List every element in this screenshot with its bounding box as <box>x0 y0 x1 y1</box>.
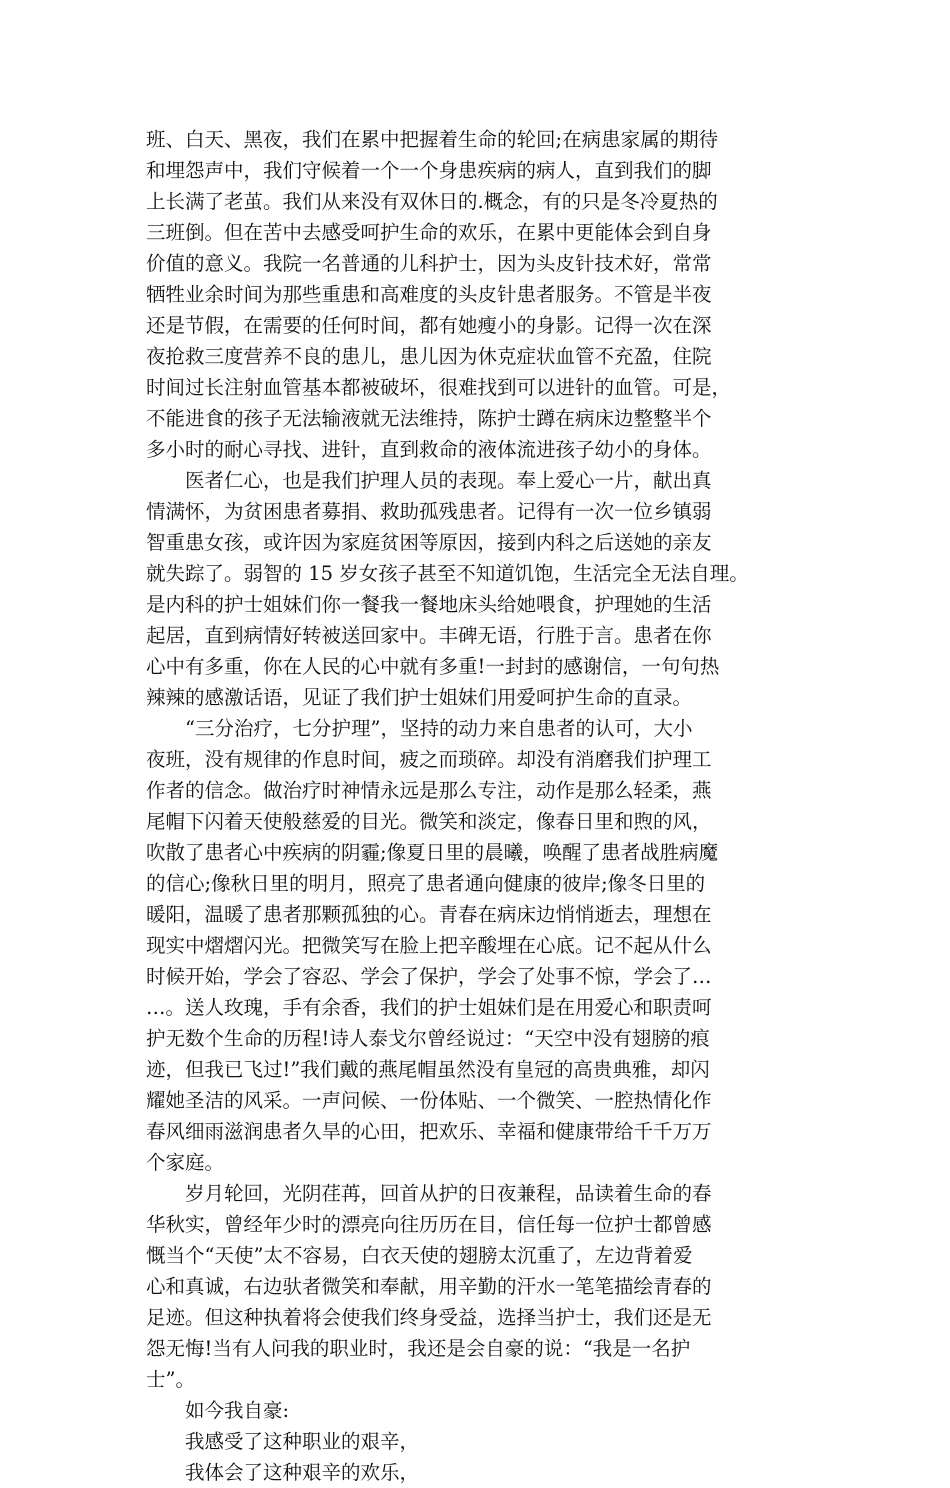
document-page <box>146 124 821 1488</box>
verse-line-3: 我体会了这种艰辛的欢乐， <box>185 1461 420 1484</box>
verse-line-2: 我感受了这种职业的艰辛， <box>185 1430 420 1453</box>
verse-line-1: 如今我自豪: <box>185 1399 290 1422</box>
paragraph-2: 医者仁心，也是我们护理人员的表现。奉上爱心一片，献出真 情满怀，为贫困患者募捐、救助孤残患者。记得有一次一位乡镇弱 智重患女孩，或许因为家庭贫困等原因，接到内科之后送她的亲友 就失踪了。弱智的 15 岁女孩子甚至不知道饥饱，生活完全无法自理。 是内科的护士姐妹们你一餐我一餐地床头给她喂食，护理她的生活 起居，直到病情好转被送回家中。丰碑无语，行胜于言。患者在你 心中有多重，你在人民的心中就有多重!一封封的感谢信，一句句热 辣辣的感激话语，见证了我们护士姐妹们用爱呵护生命的直录。 <box>146 469 749 709</box>
paragraph-3: “三分治疗，七分护理”，坚持的动力来自患者的认可，大小 夜班，没有规律的作息时间，疲之而琐碎。却没有消磨我们护理工 作者的信念。做治疗时神情永远是那么专注，动作是那么轻柔，燕 尾帽下闪着天使般慈爱的目光。微笑和淡定，像春日里和煦的风， 吹散了患者心中疾病的阴霾;像夏日里的晨曦，唤醒了患者战胜病魔 的信心;像秋日里的明月，照亮了患者通向健康的彼岸;像冬日里的 暖阳，温暖了患者那颗孤独的心。青春在病床边悄悄逝去，理想在 现实中熠熠闪光。把微笑写在脸上把辛酸埋在心底。记不起从什么 时候开始，学会了容忍、学会了保护，学会了处事不惊，学会了… …。送人玫瑰，手有余香，我们的护士姐妹们是在用爱心和职责呵 护无数个生命的历程!诗人泰戈尔曾经说过：“天空中没有翅膀的痕 迹，但我已飞过!”我们戴的燕尾帽虽然没有皇冠的高贵典雅，却闪 耀她圣洁的风采。一声问候、一份体贴、一个微笑、一腔热情化作 春风细雨滋润患者久旱的心田，把欢乐、幸福和健康带给千千万万 个家庭。 <box>146 717 719 1174</box>
paragraph-4: 岁月轮回，光阴荏苒，回首从护的日夜兼程，品读着生命的春 华秋实，曾经年少时的漂亮向往历历在目，信任每一位护士都曾感 慨当个“天使”太不容易，白衣天使的翅膀太沉重了，左边背着爱 心和真诚，右边驮者微笑和奉献，用辛勤的汗水一笔笔描绘青春的 足迹。但这种执着将会使我们终身受益，选择当护士，我们还是无 怨无悔!当有人问我的职业时，我还是会自豪的说：“我是一名护 士”。 <box>146 1182 712 1391</box>
paragraph-1: 班、白天、黑夜，我们在累中把握着生命的轮回;在病患家属的期待 和埋怨声中，我们守候着一个一个身患疾病的病人，直到我们的脚 上长满了老茧。我们从来没有双休日的.概念，有的只是冬冷夏热的 三班倒。但在苦中去感受呵护生命的欢乐，在累中更能体会到自身 价值的意义。我院一名普通的儿科护士，因为头皮针技术好，常常 牺牲业余时间为那些重患和高难度的头皮针患者服务。不管是半夜 还是节假，在需要的任何时间，都有她瘦小的身影。记得一次在深 夜抢救三度营养不良的患儿，患儿因为休克症状血管不充盈，住院 时间过长注射血管基本都被破坏，很难找到可以进针的血管。可是， 不能进食的孩子无法输液就无法维持，陈护士蹲在病床边整整半个 多小时的耐心寻找、进针，直到救命的液体流进孩子幼小的身体。 <box>146 128 732 461</box>
